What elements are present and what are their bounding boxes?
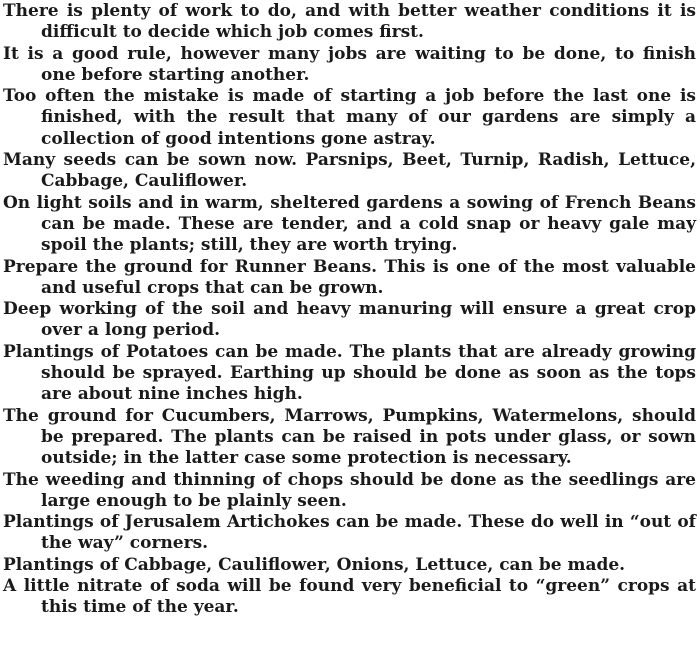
paragraph-cabbage: Plantings of Cabbage, Cauliflower, Onions, Lettuce, can be made. (3, 554, 626, 575)
paragraph-weather: There is plenty of work to do, and with better weather conditions it is difficult to decide which job comes first. (3, 1, 696, 43)
paragraph-nitrate: A little nitrate of soda will be found very beneficial to “green” crops at this time of the year. (3, 576, 696, 618)
paragraph-seeds: Many seeds can be sown now. Parsnips, Beet, Turnip, Radish, Lettuce, Cabbage, Cauliflower. (3, 150, 696, 192)
paragraph-french-beans: On light soils and in warm, sheltered gardens a sowing of French Beans can be made. These are tender, and a cold snap or heavy gale may spoil the plants; still, they are worth trying. (3, 192, 696, 256)
paragraph-deep-working: Deep working of the soil and heavy manuring will ensure a great crop over a long period. (3, 299, 696, 341)
paragraph-mistake: Too often the mistake is made of starting a job before the last one is finished, with the result that many of our gardens are simply a collection of good intentions gone astray. (3, 86, 696, 149)
paragraph-runner-beans: Prepare the ground for Runner Beans. This is one of the most valuable and useful crops that can be grown. (3, 256, 696, 298)
paragraph-artichokes: Plantings of Jerusalem Artichokes can be made. These do well in “out of the way” corners. (3, 512, 696, 554)
paragraph-cucumbers: The ground for Cucumbers, Marrows, Pumpkins, Watermelons, should be prepared. The plants can be raised in pots under glass, or sown outside; in the latter case some protection is necessary. (3, 405, 696, 469)
paragraph-weeding: The weeding and thinning of chops should be done as the seedlings are large enough to be plainly seen. (3, 469, 696, 511)
paragraph-good-rule: It is a good rule, however many jobs are waiting to be done, to finish one before starting another. (3, 43, 696, 85)
paragraph-potatoes: Plantings of Potatoes can be made. The plants that are already growing should be sprayed. Earthing up should be done as soon as the tops are about nine inches high. (3, 341, 696, 405)
